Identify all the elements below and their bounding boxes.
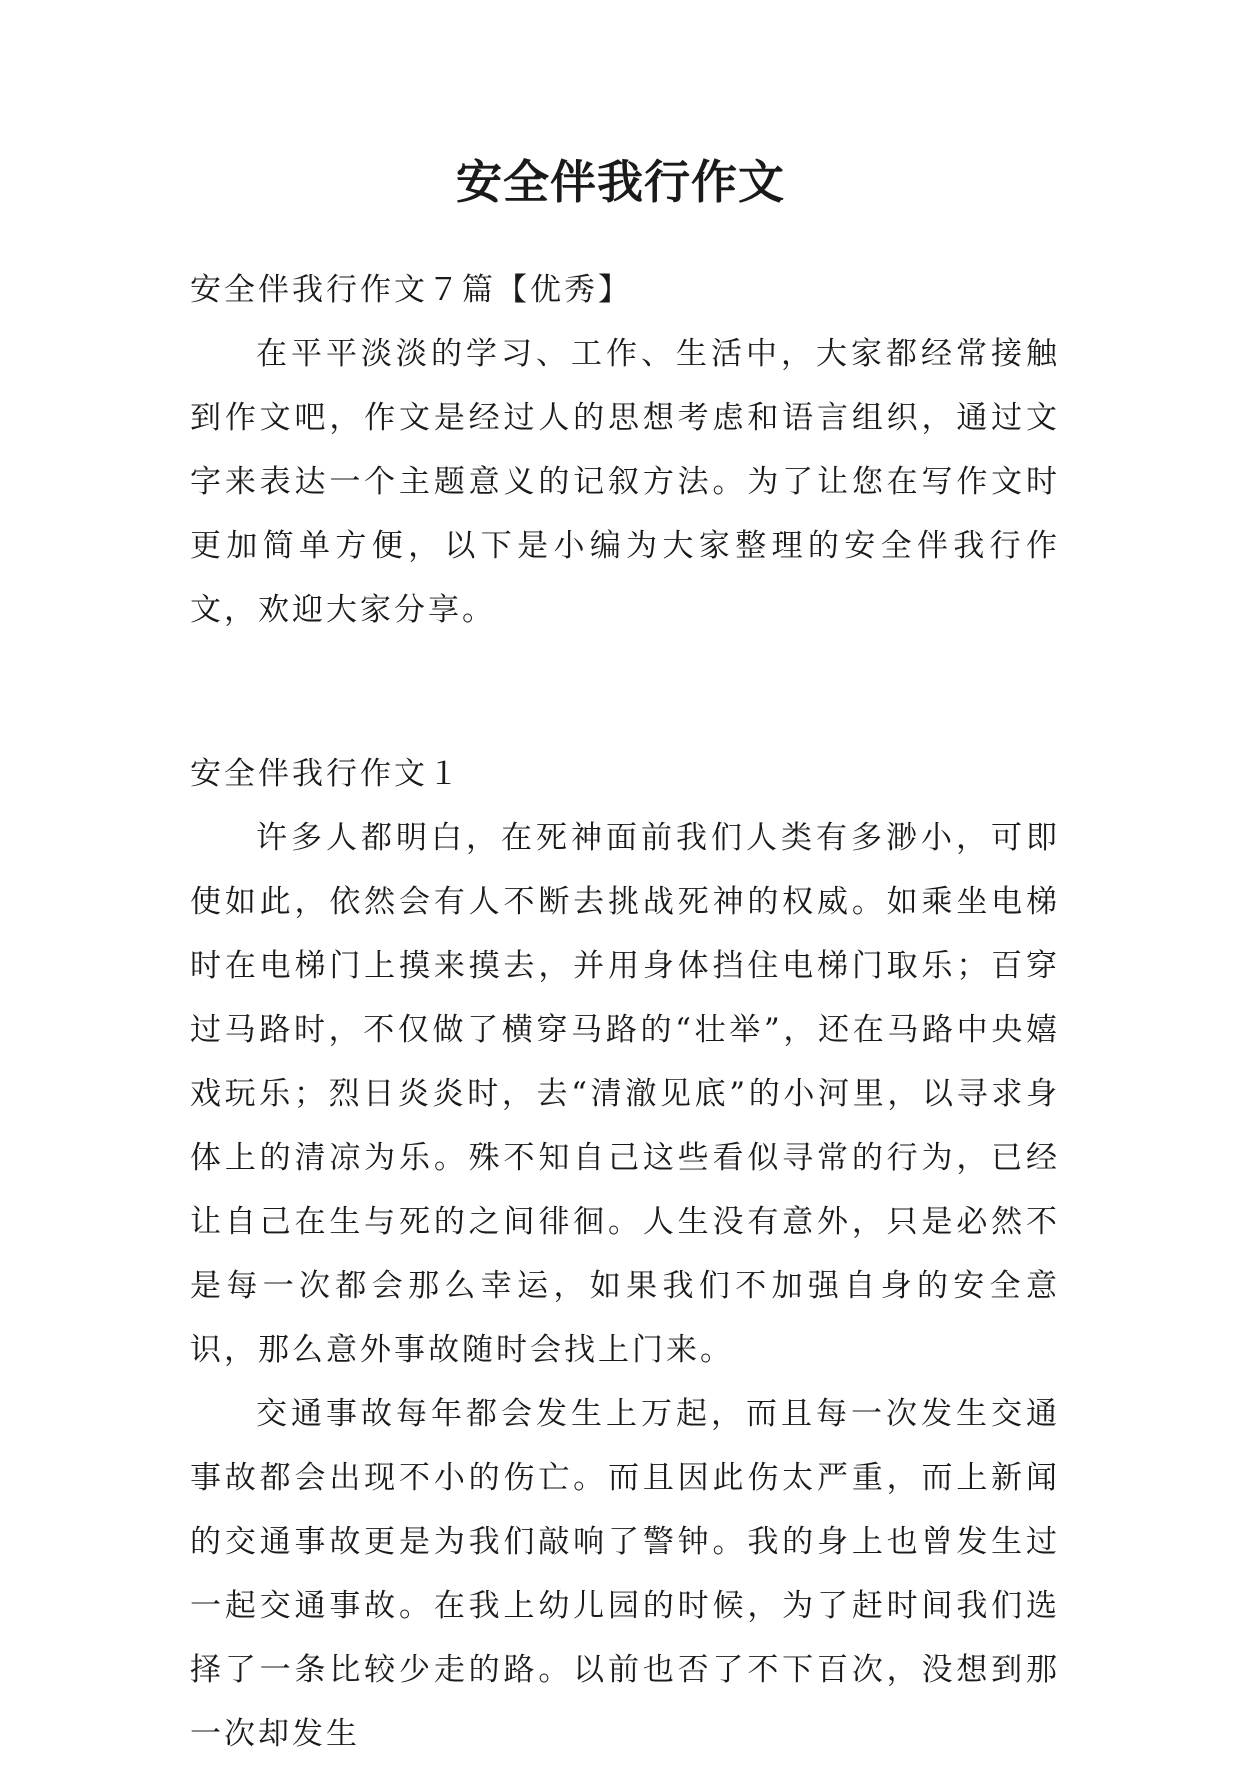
section-spacer [190,642,1060,742]
document-body [190,258,1060,1766]
document-title: 安全伴我行作文 [456,155,785,209]
section1-heading: 安全伴我行作文１ [190,756,462,792]
section1-paragraph-1: 许多人都明白，在死神面前我们人类有多渺小，可即使如此，依然会有人不断去挑战死神的权威。如乘坐电梯时在电梯门上摸来摸去，并用身体挡住电梯门取乐；百穿过马路时，不仅做了横穿马路的“壮举”，还在马路中央嬉戏玩乐；烈日炎炎时，去“清澈见底”的小河里，以寻求身体上的清凉为乐。殊不知自己这些看似寻常的行为，已经让自己在生与死的之间徘徊。人生没有意外，只是必然不是每一次都会那么幸运，如果我们不加强自身的安全意识，那么意外事故随时会找上门来。 [190,820,1060,1368]
section1-paragraph-2: 交通事故每年都会发生上万起，而且每一次发生交通事故都会出现不小的伤亡。而且因此伤太严重，而上新闻的交通事故更是为我们敲响了警钟。我的身上也曾发生过一起交通事故。在我上幼儿园的时候，为了赶时间我们选择了一条比较少走的路。以前也否了不下百次，没想到那一次却发生 [190,1396,1060,1752]
intro-paragraph: 在平平淡淡的学习、工作、生活中，大家都经常接触到作文吧，作文是经过人的思想考虑和语言组织，通过文字来表达一个主题意义的记叙方法。为了让您在写作文时更加简单方便，以下是小编为大家整理的安全伴我行作文，欢迎大家分享。 [190,336,1060,628]
intro-heading: 安全伴我行作文７篇【优秀】 [190,272,632,308]
